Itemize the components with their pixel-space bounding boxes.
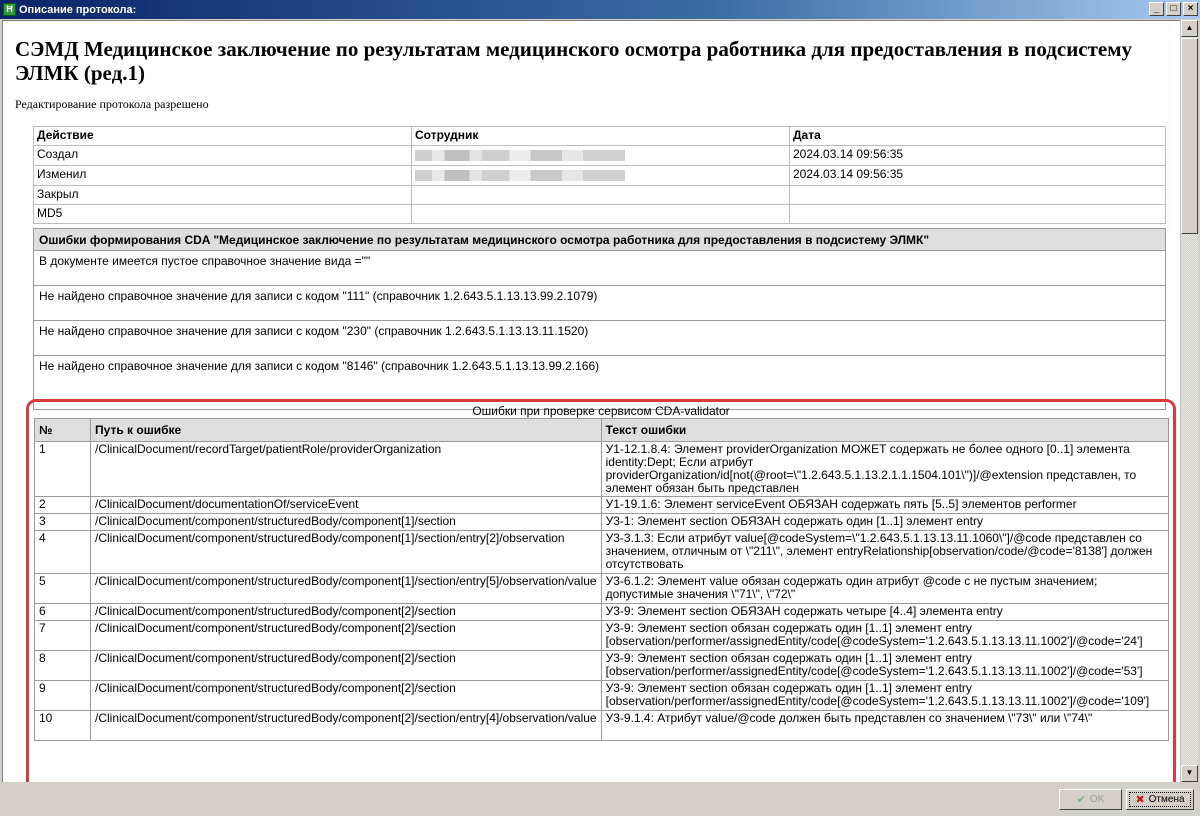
validator-col-text: Текст ошибки: [601, 419, 1168, 442]
row-number: 5: [35, 574, 91, 604]
audit-col-date: Дата: [790, 127, 1166, 146]
row-number: 4: [35, 531, 91, 574]
redacted-employee: [415, 170, 625, 181]
scroll-thumb[interactable]: [1181, 38, 1198, 234]
audit-date: 2024.03.14 09:56:35: [790, 146, 1166, 166]
ok-button-label: OK: [1089, 794, 1105, 805]
dialog-footer: [0, 784, 1200, 816]
validator-col-number: №: [35, 419, 91, 442]
scroll-up-arrow-icon[interactable]: ▲: [1181, 20, 1198, 37]
table-row: [35, 514, 1169, 531]
audit-col-employee: Сотрудник: [412, 127, 790, 146]
edit-status-note: Редактирование протокола разрешено: [15, 97, 209, 111]
audit-action: Создал: [34, 146, 412, 166]
error-text: У1-19.1.6: Элемент serviceEvent ОБЯЗАН содержать пять [5..5] элементов performer: [601, 497, 1168, 514]
error-text: У1-12.1.8.4: Элемент providerOrganization МОЖЕТ содержать не более одного [0..1] элемента identity:Dept; Если атрибут providerOrganization/id[not(@root=\"1.2.643.5.1.13.2.1.1.1504.101\")]/@extension представлен, то элемент обязан быть представлен: [601, 442, 1168, 497]
error-text: У3-9: Элемент section обязан содержать один [1..1] элемент entry [observation/performer/assignedEntity/code[@codeSystem='1.2.643.5.1.13.13.11.1002']/@code='109']: [601, 681, 1168, 711]
row-number: 2: [35, 497, 91, 514]
page-title: СЭМД Медицинское заключение по результатам медицинского осмотра работника для предоставления в подсистему ЭЛМК (ред.1): [15, 37, 1133, 85]
table-row: [35, 497, 1169, 514]
validator-caption: Ошибки при проверке сервисом CDA-validator: [472, 404, 730, 418]
scroll-down-arrow-icon[interactable]: ▼: [1181, 765, 1198, 782]
table-row: [35, 681, 1169, 711]
validator-errors-table: [34, 418, 1169, 741]
window-controls: [1149, 2, 1198, 16]
error-text: У3-9.1.4: Атрибут value/@code должен быть представлен со значением \"73\" или \"74\": [601, 711, 1168, 741]
cda-error-item: Не найдено справочное значение для записи с кодом "230" (справочник 1.2.643.5.1.13.13.11.1520): [34, 321, 1165, 356]
window-title: Описание протокола:: [19, 3, 137, 16]
row-number: 3: [35, 514, 91, 531]
audit-row: [34, 205, 1166, 224]
error-path: /ClinicalDocument/component/structuredBody/component[2]/section: [91, 621, 602, 651]
error-path: /ClinicalDocument/component/structuredBody/component[2]/section: [91, 681, 602, 711]
validator-col-path: Путь к ошибке: [91, 419, 602, 442]
error-text: У3-9: Элемент section ОБЯЗАН содержать четыре [4..4] элемента entry: [601, 604, 1168, 621]
error-path: /ClinicalDocument/component/structuredBody/component[1]/section/entry[2]/observation: [91, 531, 602, 574]
cross-icon: ✖: [1135, 794, 1145, 806]
row-number: 6: [35, 604, 91, 621]
minimize-button[interactable]: _: [1149, 2, 1164, 16]
cda-errors-panel: [33, 228, 1166, 410]
cancel-button-label: Отмена: [1148, 794, 1185, 805]
audit-row: [34, 146, 1166, 166]
close-button[interactable]: ×: [1183, 2, 1198, 16]
audit-table: [33, 126, 1166, 224]
audit-row: [34, 166, 1166, 186]
row-number: 7: [35, 621, 91, 651]
audit-action: Закрыл: [34, 186, 412, 205]
table-row: [35, 651, 1169, 681]
error-text: У3-3.1.3: Если атрибут value[@codeSystem=\"1.2.643.5.1.13.13.11.1060\"]/@code представлен со значением, отличным от \"211\", элемент entryRelationship[observation/code/@code='8138'] должен отсутствовать: [601, 531, 1168, 574]
audit-col-action: Действие: [34, 127, 412, 146]
app-icon: Ħ: [3, 3, 16, 16]
audit-employee: [412, 186, 790, 205]
audit-employee: [412, 205, 790, 224]
cda-error-item: В документе имеется пустое справочное значение вида ="": [34, 251, 1165, 286]
error-path: /ClinicalDocument/documentationOf/serviceEvent: [91, 497, 602, 514]
document-view: [2, 20, 1180, 782]
audit-date: 2024.03.14 09:56:35: [790, 166, 1166, 186]
audit-action: MD5: [34, 205, 412, 224]
error-path: /ClinicalDocument/component/structuredBody/component[2]/section/entry[4]/observation/value: [91, 711, 602, 741]
cda-errors-title: Ошибки формирования CDA "Медицинское заключение по результатам медицинского осмотра работника для предоставления в подсистему ЭЛМК": [34, 229, 1165, 251]
error-text: У3-1: Элемент section ОБЯЗАН содержать один [1..1] элемент entry: [601, 514, 1168, 531]
error-path: /ClinicalDocument/component/structuredBody/component[2]/section: [91, 651, 602, 681]
table-row: [35, 531, 1169, 574]
error-text: У3-9: Элемент section обязан содержать один [1..1] элемент entry [observation/performer/assignedEntity/code[@codeSystem='1.2.643.5.1.13.13.11.1002']/@code='53']: [601, 651, 1168, 681]
maximize-button[interactable]: □: [1166, 2, 1181, 16]
error-path: /ClinicalDocument/recordTarget/patientRole/providerOrganization: [91, 442, 602, 497]
cda-error-item: Не найдено справочное значение для записи с кодом "111" (справочник 1.2.643.5.1.13.13.99.2.1079): [34, 286, 1165, 321]
cda-error-item: Не найдено справочное значение для записи с кодом "8146" (справочник 1.2.643.5.1.13.13.99.2.166): [39, 359, 600, 373]
error-text: У3-6.1.2: Элемент value обязан содержать один атрибут @code с не пустым значением; допустимые значения \"71\", \"72\": [601, 574, 1168, 604]
audit-action: Изменил: [34, 166, 412, 186]
table-row: [35, 621, 1169, 651]
redacted-employee: [415, 150, 625, 161]
table-row: [35, 442, 1169, 497]
ok-button[interactable]: [1059, 789, 1122, 810]
audit-date: [790, 186, 1166, 205]
table-row: [35, 711, 1169, 741]
cancel-button[interactable]: [1126, 789, 1194, 810]
validator-errors-highlight: [26, 399, 1176, 782]
row-number: 10: [35, 711, 91, 741]
table-row: [35, 574, 1169, 604]
error-text: У3-9: Элемент section обязан содержать один [1..1] элемент entry [observation/performer/assignedEntity/code[@codeSystem='1.2.643.5.1.13.13.11.1002']/@code='24']: [601, 621, 1168, 651]
checkmark-icon: ✔: [1076, 794, 1086, 806]
audit-date: [790, 205, 1166, 224]
audit-employee: [412, 166, 790, 186]
audit-employee: [412, 146, 790, 166]
error-path: /ClinicalDocument/component/structuredBody/component[1]/section: [91, 514, 602, 531]
error-path: /ClinicalDocument/component/structuredBody/component[2]/section: [91, 604, 602, 621]
error-path: /ClinicalDocument/component/structuredBody/component[1]/section/entry[5]/observation/value: [91, 574, 602, 604]
audit-header-row: [34, 127, 1166, 146]
window-titlebar: [0, 0, 1200, 19]
row-number: 1: [35, 442, 91, 497]
row-number: 8: [35, 651, 91, 681]
vertical-scrollbar[interactable]: [1180, 20, 1198, 782]
audit-row: [34, 186, 1166, 205]
row-number: 9: [35, 681, 91, 711]
table-row: [35, 604, 1169, 621]
validator-header-row: [35, 419, 1169, 442]
